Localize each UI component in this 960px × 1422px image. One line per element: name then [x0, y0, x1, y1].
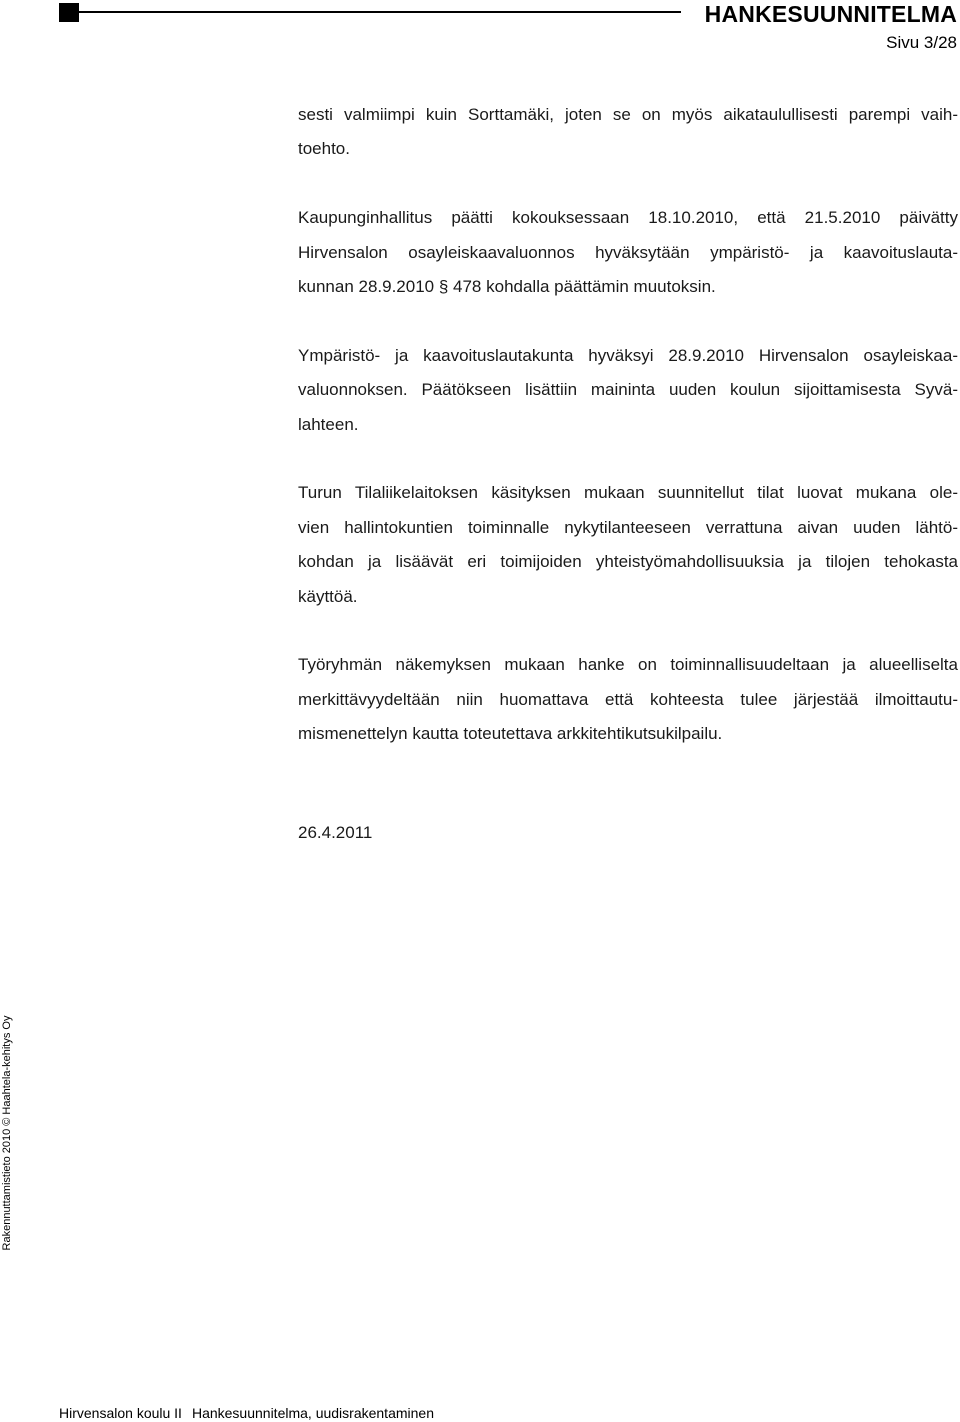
footer-document: Hankesuunnitelma, uudisrakentaminen	[191, 1405, 434, 1421]
paragraph-line: Kaupunginhallitus päätti kokouksessaan 18.10.2010, että 21.5.2010 päivätty	[298, 208, 958, 228]
paragraph-line: merkittävyydeltään niin huomattava että kohteesta tulee järjestää ilmoittautu-	[298, 689, 958, 709]
footer	[59, 1405, 434, 1421]
paragraph-line: Työryhmän näkemyksen mukaan hanke on toiminnallisuudeltaan ja alueelliselta	[298, 655, 958, 675]
paragraph-3	[298, 339, 958, 442]
body-text	[298, 98, 958, 786]
paragraph-line: Ympäristö- ja kaavoituslautakunta hyväksyi 28.9.2010 Hirvensalon osayleiskaa-	[298, 345, 958, 365]
paragraph-4	[298, 476, 958, 614]
side-credit-text: Rakennuttamistieto 2010 © Haahtela-kehitys Oy	[1, 1015, 13, 1250]
footer-project: Hirvensalon koulu II	[59, 1405, 182, 1421]
side-credit	[0, 1000, 14, 1265]
document-date: 26.4.2011	[298, 823, 373, 842]
paragraph-line: sesti valmiimpi kuin Sorttamäki, joten se on myös aikataulullisesti parempi vaih-	[298, 105, 958, 124]
paragraph-line: vien hallintokuntien toiminnalle nykytilanteeseen verrattuna aivan uuden lähtö-	[298, 517, 958, 537]
paragraph-line: lahteen.	[298, 414, 359, 434]
document-title: HANKESUUNNITELMA	[704, 1, 957, 27]
page-number: Sivu 3/28	[886, 33, 957, 52]
paragraph-line: käyttöä.	[298, 586, 358, 606]
paragraph-2	[298, 201, 958, 304]
paragraph-line: kunnan 28.9.2010 § 478 kohdalla päättämin muutoksin.	[298, 277, 716, 297]
header-rule	[79, 11, 681, 13]
paragraph-line: valuonnoksen. Päätökseen lisättiin maininta uuden koulun sijoittamisesta Syvä-	[298, 380, 958, 400]
header-marker-square	[59, 3, 79, 22]
paragraph-line: toehto.	[298, 139, 350, 159]
paragraph-1	[298, 98, 958, 167]
paragraph-5	[298, 648, 958, 751]
paragraph-line: mismenettelyn kautta toteutettava arkkitehtikutsukilpailu.	[298, 724, 723, 744]
paragraph-line: Hirvensalon osayleiskaavaluonnos hyväksytään ympäristö- ja kaavoituslauta-	[298, 242, 958, 262]
paragraph-line: kohdan ja lisäävät eri toimijoiden yhteistyömahdollisuuksia ja tilojen tehokasta	[298, 552, 958, 572]
paragraph-line: Turun Tilaliikelaitoksen käsityksen mukaan suunnitellut tilat luovat mukana ole-	[298, 483, 958, 503]
